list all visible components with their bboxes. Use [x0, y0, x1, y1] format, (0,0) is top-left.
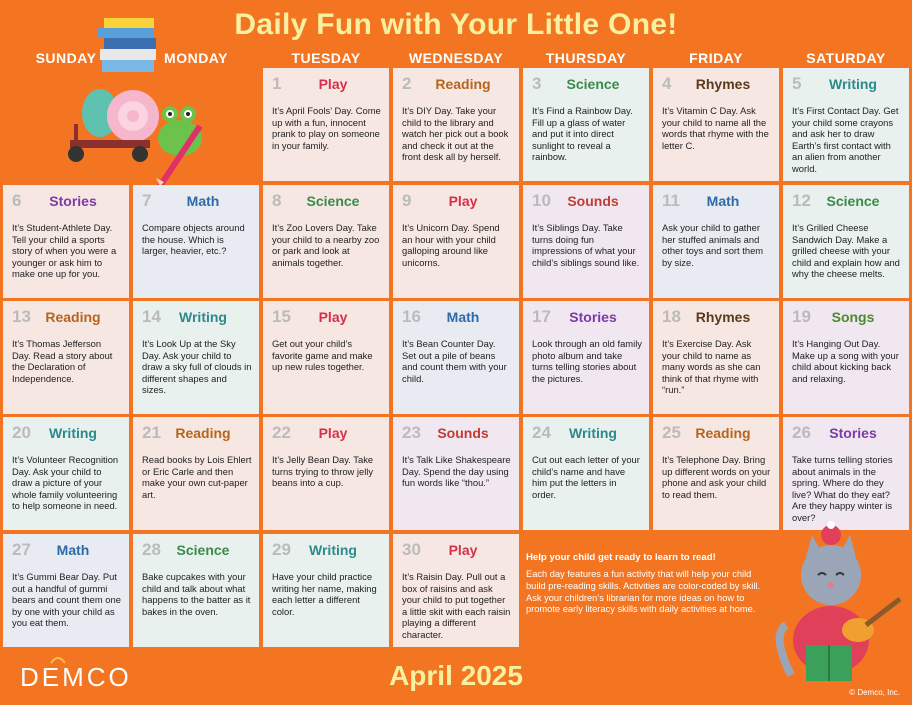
skill-label: Songs [831, 309, 875, 325]
calendar-day [3, 301, 129, 414]
calendar-day [393, 185, 519, 298]
activity-text: It’s Look Up at the Sky Day. Ask your child to draw a sky full of clouds in different shapes and sizes. [142, 338, 252, 396]
skill-label: Writing [569, 425, 617, 441]
day-number: 5 [792, 74, 802, 93]
skill-label: Reading [45, 309, 101, 325]
skill-label: Stories [49, 193, 97, 209]
day-number: 29 [272, 540, 291, 559]
calendar-day [263, 417, 389, 530]
activity-text: Take turns telling stories about animals in the spring. Where do they live? What do they eat? Are they happy winter is over? [792, 454, 893, 523]
day-number: 12 [792, 191, 811, 210]
calendar-day [263, 301, 389, 414]
day-number: 2 [402, 74, 412, 93]
day-name: SUNDAY [35, 50, 97, 66]
calendar-day [133, 417, 259, 530]
skill-label: Math [56, 542, 90, 558]
activity-text: It’s Hanging Out Day. Make up a song with your child about kicking back and relaxing. [792, 338, 899, 384]
skill-label: Writing [309, 542, 357, 558]
day-number: 19 [792, 307, 811, 326]
month-year-label: April 2025 [389, 660, 523, 691]
day-number: 10 [532, 191, 551, 210]
skill-label: Play [318, 309, 348, 325]
calendar-day [783, 301, 909, 414]
activity-text: Compare objects around the house. Which is larger, heavier, etc.? [142, 222, 245, 257]
skill-label: Science [176, 542, 230, 558]
skill-label: Play [318, 425, 348, 441]
calendar-day [133, 185, 259, 298]
day-number: 4 [662, 74, 672, 93]
activity-text: It’s Talk Like Shakespeare Day. Spend the day using fun words like “thou.” [402, 454, 511, 489]
activity-text: It’s Unicorn Day. Spend an hour with your child galloping around like unicorns. [402, 222, 500, 268]
day-number: 14 [142, 307, 161, 326]
info-box [526, 552, 766, 616]
calendar-day [653, 301, 779, 414]
calendar-day [523, 68, 649, 181]
skill-label: Stories [569, 309, 617, 325]
activity-text: Look through an old family photo album and take turns telling stories about the pictures. [532, 338, 642, 384]
activity-text: It’s Find a Rainbow Day. Fill up a glass of water and put it into direct sunlight to reveal a rainbow. [532, 105, 633, 163]
activity-text: It’s Gummi Bear Day. Put out a handful of gummi bears and count them one by one with your child as you eat them. [12, 571, 121, 629]
demco-logo: DEMCO [20, 662, 132, 692]
skill-label: Sounds [567, 193, 619, 209]
page-title: Daily Fun with Your Little One! [234, 8, 678, 41]
skill-label: Science [826, 193, 880, 209]
activity-text: It’s Student-Athlete Day. Tell your child a sports story of when you were a younger or ask him to make one up for you. [12, 222, 117, 280]
day-number: 17 [532, 307, 551, 326]
activity-text: It’s Volunteer Recognition Day. Ask your child to draw a picture of your whole family volunteering to help someone in need. [12, 454, 119, 512]
activity-text: It’s Raisin Day. Pull out a box of raisins and ask your child to put together a little skit with each raisin playing a different character. [402, 571, 511, 640]
skill-label: Play [448, 542, 478, 558]
day-number: 23 [402, 423, 421, 442]
skill-label: Rhymes [695, 309, 751, 325]
day-number: 28 [142, 540, 161, 559]
day-name: WEDNESDAY [408, 50, 504, 66]
calendar-day [393, 301, 519, 414]
skill-label: Science [566, 76, 620, 92]
day-number: 3 [532, 74, 542, 93]
day-number: 26 [792, 423, 811, 442]
calendar-day [263, 534, 389, 647]
day-number: 18 [662, 307, 681, 326]
activity-text: It’s DIY Day. Take your child to the library and watch her pick out a book and check it out at the front desk all by herself. [402, 105, 509, 163]
skill-label: Math [186, 193, 220, 209]
activity-text: It’s Siblings Day. Take turns doing fun impressions of what your child’s siblings sound like. [532, 222, 640, 268]
calendar-day [3, 534, 129, 647]
activity-text: Have your child practice writing her name, making each letter a different color. [272, 571, 377, 617]
activity-text: It’s First Contact Day. Get your child some crayons and ask her to draw Earth’s first contact with an alien from another world. [792, 105, 899, 174]
day-number: 16 [402, 307, 421, 326]
skill-label: Reading [435, 76, 491, 92]
skill-label: Writing [49, 425, 97, 441]
calendar-day [653, 68, 779, 181]
day-number: 22 [272, 423, 291, 442]
activity-text: Ask your child to gather her stuffed animals and other toys and sort them by size. [662, 222, 764, 268]
day-number: 8 [272, 191, 282, 210]
activity-text: Bake cupcakes with your child and talk about what happens to the batter as it bakes in the oven. [142, 571, 251, 617]
calendar-day [3, 185, 129, 298]
day-number: 21 [142, 423, 161, 442]
calendar-day [393, 68, 519, 181]
calendar-day [523, 185, 649, 298]
skill-label: Math [706, 193, 740, 209]
skill-label: Writing [179, 309, 227, 325]
skill-label: Play [448, 193, 478, 209]
skill-label: Stories [829, 425, 877, 441]
skill-label: Reading [695, 425, 751, 441]
activity-text: It’s Grilled Cheese Sandwich Day. Make a grilled cheese with your child and explain how and why the cheese melts. [792, 222, 900, 280]
day-name: THURSDAY [545, 50, 627, 66]
skill-label: Play [318, 76, 348, 92]
calendar-day [393, 534, 519, 647]
day-number: 11 [662, 191, 680, 210]
skill-label: Writing [829, 76, 877, 92]
activity-text: It’s Bean Counter Day. Set out a pile of beans and count them with your child. [402, 338, 507, 384]
activity-text: It’s Jelly Bean Day. Take turns trying to throw jelly beans into a cup. [272, 454, 374, 489]
books-snail-frog-illustration [60, 16, 230, 186]
calendar-day [133, 534, 259, 647]
activity-text: It’s Telephone Day. Bring up different words on your phone and ask your child to read them. [662, 454, 771, 500]
calendar-day [263, 68, 389, 181]
calendar-day [393, 417, 519, 530]
skill-label: Reading [175, 425, 231, 441]
activity-text: It’s Exercise Day. Ask your child to name as many words as she can think of that rhyme with “run.” [662, 338, 761, 396]
day-number: 20 [12, 423, 31, 442]
activity-text: Cut out each letter of your child’s name and have him put the letters in order. [532, 454, 640, 500]
activity-text: It’s Vitamin C Day. Ask your child to name all the words that rhyme with the letter C. [662, 105, 769, 151]
day-number: 25 [662, 423, 681, 442]
activity-text: It’s Zoo Lovers Day. Take your child to a nearby zoo or park and look at animals together. [272, 222, 380, 268]
day-number: 9 [402, 191, 412, 210]
day-number: 30 [402, 540, 421, 559]
activity-text: It’s Thomas Jefferson Day. Read a story about the Declaration of Independence. [12, 338, 113, 384]
day-name: FRIDAY [689, 50, 743, 66]
skill-label: Rhymes [695, 76, 751, 92]
calendar-day [783, 417, 909, 530]
activity-text: It’s April Fools’ Day. Come up with a fun, innocent prank to play on someone in your family. [272, 105, 381, 151]
calendar-day [783, 185, 909, 298]
day-number: 1 [272, 74, 282, 93]
calendar-day [263, 185, 389, 298]
day-number: 6 [12, 191, 22, 210]
activity-text: Read books by Lois Ehlert or Eric Carle and then make your own cut-paper art. [142, 454, 252, 500]
day-number: 24 [532, 423, 551, 442]
copyright: © Demco, Inc. [849, 688, 900, 697]
skill-label: Math [446, 309, 480, 325]
skill-label: Science [306, 193, 360, 209]
info-heading: Help your child get ready to learn to read! [526, 552, 716, 563]
day-number: 7 [142, 191, 152, 210]
skill-label: Sounds [437, 425, 489, 441]
calendar-day [523, 301, 649, 414]
day-number: 15 [272, 307, 291, 326]
day-name: TUESDAY [291, 50, 361, 66]
calendar-day [133, 301, 259, 414]
calendar-day [783, 68, 909, 181]
day-number: 13 [12, 307, 31, 326]
calendar-day [523, 417, 649, 530]
calendar-day [3, 417, 129, 530]
day-name: MONDAY [164, 50, 228, 66]
day-name: SATURDAY [806, 50, 886, 66]
day-number: 27 [12, 540, 31, 559]
activity-text: Get out your child’s favorite game and make up new rules together. [272, 338, 373, 373]
calendar-day [653, 417, 779, 530]
info-text: Each day features a fun activity that will help your child build pre-reading skills. Activities are color-coded by skill. Ask your children’s librarian for more ideas on how to promote early literacy skills with daily activities at home. [526, 569, 761, 615]
calendar-day [653, 185, 779, 298]
